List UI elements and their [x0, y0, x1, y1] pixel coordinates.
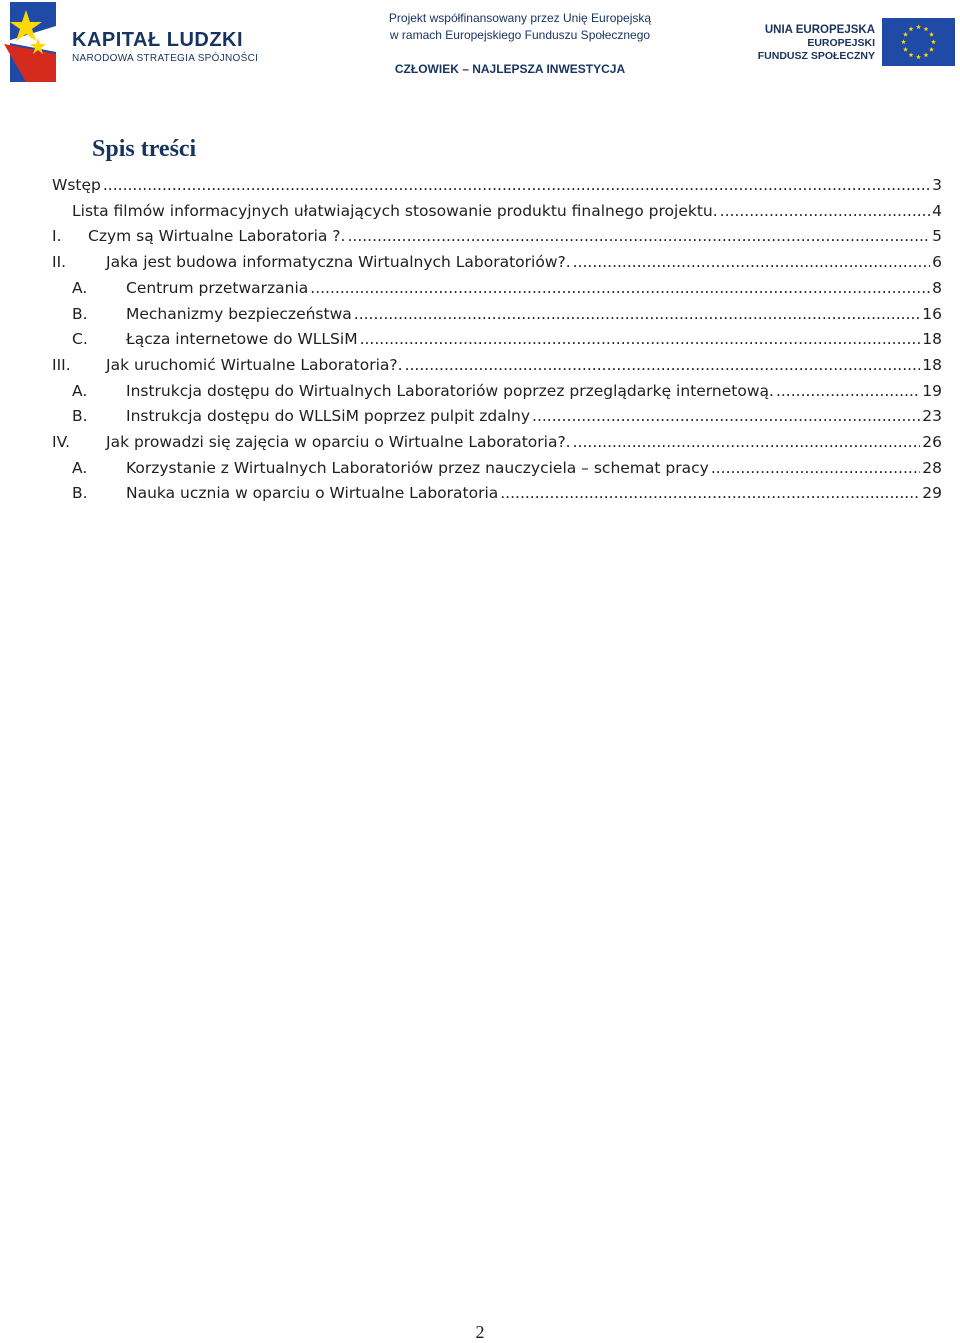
toc-entry-text: Mechanizmy bezpieczeństwa: [126, 304, 352, 323]
toc-dot-leader: [500, 484, 920, 502]
toc-entry-page: 26: [922, 433, 942, 451]
toc-entry[interactable]: [52, 433, 942, 459]
project-line-2: w ramach Europejskiego Funduszu Społecznego: [389, 28, 651, 42]
toc-dot-leader: [776, 382, 920, 400]
toc-entry-text: Lista filmów informacyjnych ułatwiających stosowanie produktu finalnego projektu.: [72, 201, 718, 220]
logo-subtitle: NARODOWA STRATEGIA SPÓJNOŚCI: [72, 53, 259, 64]
toc-dot-leader: [573, 253, 930, 271]
toc-entry-number: IV.: [52, 433, 71, 451]
toc-entry-page: 19: [922, 381, 942, 400]
toc-entry-text: Instrukcja dostępu do Wirtualnych Laboratoriów poprzez przeglądarkę internetową.: [126, 381, 774, 400]
toc-entry-text: Nauka ucznia w oparciu o Wirtualne Laboratoria: [126, 484, 499, 503]
toc-entry-page: 29: [922, 484, 942, 503]
toc-entry-text: Jak prowadzi się zajęcia w oparciu o Wirtualne Laboratoria?.: [106, 433, 571, 451]
toc-entry[interactable]: [72, 484, 942, 510]
toc-entry-number: A.: [72, 381, 88, 400]
toc-entry-page: 23: [922, 407, 942, 426]
toc-dot-leader: [354, 305, 921, 323]
toc-entry-text: Łącza internetowe do WLLSiM: [126, 330, 358, 349]
toc-entry-text: Czym są Wirtualne Laboratoria ?.: [88, 227, 346, 246]
toc-entry[interactable]: [52, 356, 942, 382]
motto: CZŁOWIEK – NAJLEPSZA INWESTYCJA: [394, 62, 626, 76]
toc-entry-text: Centrum przetwarzania: [126, 278, 309, 297]
toc-dot-leader: [720, 202, 930, 220]
eu-flag-icon: [882, 18, 955, 66]
kapital-ludzki-logo-icon: [4, 2, 64, 82]
toc-entry-number: I.: [52, 227, 62, 246]
toc-entry-number: C.: [72, 330, 88, 349]
toc-entry-text: Jak uruchomić Wirtualne Laboratoria?.: [106, 355, 403, 374]
toc-entry-number: B.: [72, 407, 88, 426]
toc-entry[interactable]: [72, 279, 942, 305]
toc-entry[interactable]: [72, 382, 942, 408]
toc-entry-page: 5: [932, 227, 942, 246]
toc-title: Spis treści: [92, 136, 197, 162]
toc-dot-leader: [532, 407, 920, 425]
eu-line-1: UNIA EUROPEJSKA: [764, 24, 875, 36]
toc-entry[interactable]: [72, 305, 942, 331]
toc-entry-page: 3: [932, 176, 942, 194]
toc-entry[interactable]: [72, 330, 942, 356]
toc-entry[interactable]: [72, 407, 942, 433]
toc-entry-page: 18: [922, 355, 942, 374]
eu-text-block: [758, 24, 875, 63]
toc-dot-leader: [103, 176, 930, 194]
eu-line-3: FUNDUSZ SPOŁECZNY: [757, 50, 875, 62]
toc-dot-leader: [405, 356, 921, 374]
toc-entry-text: Jaka jest budowa informatyczna Wirtualnych Laboratoriów?.: [106, 253, 571, 272]
toc-entry-number: B.: [72, 304, 88, 323]
toc-dot-leader: [711, 459, 920, 477]
eu-line-2: EUROPEJSKI: [807, 37, 875, 49]
toc-entry-page: 4: [932, 201, 942, 220]
toc-dot-leader: [347, 227, 930, 245]
toc-entry-text: Korzystanie z Wirtualnych Laboratoriów przez nauczyciela – schemat pracy: [126, 458, 709, 477]
toc-entry[interactable]: [52, 227, 942, 253]
toc-entry[interactable]: [52, 253, 942, 279]
project-line-1: Projekt współfinansowany przez Unię Europejską: [388, 11, 652, 25]
toc-entry[interactable]: [72, 459, 942, 485]
page-header: [0, 0, 960, 90]
logo-title: KAPITAŁ LUDZKI: [72, 29, 244, 51]
toc-dot-leader: [360, 330, 921, 348]
toc-entry-page: 28: [922, 458, 942, 477]
toc-entry-number: A.: [72, 458, 88, 477]
toc-entry-number: II.: [52, 253, 67, 272]
toc-dot-leader: [310, 279, 930, 297]
toc-entry-page: 8: [932, 278, 942, 297]
toc-entry-page: 18: [922, 330, 942, 349]
toc-entry-page: 16: [922, 304, 942, 323]
toc-entry-text: Wstęp: [52, 176, 101, 194]
toc-entry-number: III.: [52, 355, 71, 374]
toc-entry-text: Instrukcja dostępu do WLLSiM poprzez pulpit zdalny: [126, 407, 531, 426]
toc-entry-page: 6: [932, 253, 942, 272]
toc-entry[interactable]: [52, 176, 942, 202]
page-number: 2: [475, 1322, 485, 1342]
toc-dot-leader: [573, 433, 921, 451]
toc-entry-number: B.: [72, 484, 88, 503]
toc-entry[interactable]: [72, 202, 942, 228]
toc-entry-number: A.: [72, 278, 88, 297]
